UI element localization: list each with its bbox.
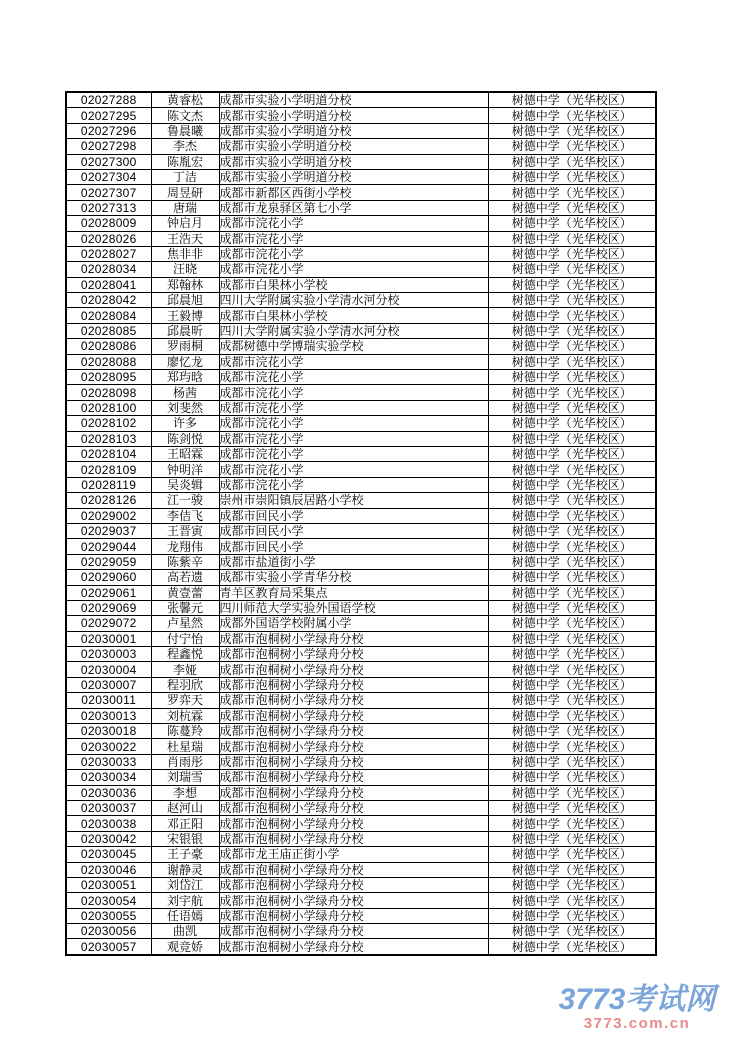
student-id-cell: 02028042 [66, 293, 151, 308]
admitted-school-cell: 树德中学（光华校区） [488, 816, 656, 831]
student-id-cell: 02028095 [66, 370, 151, 385]
student-name-cell: 杨茜 [151, 385, 219, 400]
student-name-cell: 郑翰林 [151, 277, 219, 292]
table-row [66, 754, 656, 769]
table-row [66, 508, 656, 523]
primary-school-cell: 成都市泡桐树小学绿舟分校 [219, 831, 488, 846]
student-id-cell: 02030034 [66, 770, 151, 785]
primary-school-cell: 四川大学附属实验小学清水河分校 [219, 323, 488, 338]
table-row [66, 908, 656, 923]
student-id-cell: 02029044 [66, 539, 151, 554]
table-row [66, 246, 656, 261]
admitted-school-cell: 树德中学（光华校区） [488, 708, 656, 723]
primary-school-cell: 成都市实验小学明道分校 [219, 169, 488, 184]
admitted-school-cell: 树德中学（光华校区） [488, 585, 656, 600]
student-name-cell: 谢静灵 [151, 862, 219, 877]
primary-school-cell: 成都市浣花小学 [219, 246, 488, 261]
student-name-cell: 陈文杰 [151, 108, 219, 123]
primary-school-cell: 崇州市崇阳镇辰居路小学校 [219, 493, 488, 508]
student-name-cell: 宋银银 [151, 831, 219, 846]
student-id-cell: 02030013 [66, 708, 151, 723]
admitted-school-cell: 树德中学（光华校区） [488, 785, 656, 800]
admitted-school-cell: 树德中学（光华校区） [488, 370, 656, 385]
student-name-cell: 郑玙晗 [151, 370, 219, 385]
student-id-cell: 02030001 [66, 631, 151, 646]
student-id-cell: 02030022 [66, 739, 151, 754]
watermark-site-name: 3773考试网 [558, 983, 716, 1016]
table-row [66, 400, 656, 415]
admitted-school-cell: 树德中学（光华校区） [488, 462, 656, 477]
primary-school-cell: 成都市实验小学明道分校 [219, 92, 488, 108]
student-name-cell: 王浩天 [151, 231, 219, 246]
admitted-school-cell: 树德中学（光华校区） [488, 231, 656, 246]
student-name-cell: 许多 [151, 416, 219, 431]
table-row [66, 139, 656, 154]
student-name-cell: 李佶飞 [151, 508, 219, 523]
primary-school-cell: 成都市浣花小学 [219, 462, 488, 477]
student-name-cell: 刘宇航 [151, 893, 219, 908]
admitted-school-cell: 树德中学（光华校区） [488, 600, 656, 615]
admitted-school-cell: 树德中学（光华校区） [488, 262, 656, 277]
student-id-cell: 02029060 [66, 570, 151, 585]
student-name-cell: 吴炎辑 [151, 477, 219, 492]
student-id-cell: 02029002 [66, 508, 151, 523]
table-row [66, 939, 656, 955]
primary-school-cell: 成都市泡桐树小学绿舟分校 [219, 631, 488, 646]
admitted-school-cell: 树德中学（光华校区） [488, 185, 656, 200]
admitted-school-cell: 树德中学（光华校区） [488, 277, 656, 292]
admitted-school-cell: 树德中学（光华校区） [488, 108, 656, 123]
table-row [66, 323, 656, 338]
admitted-school-cell: 树德中学（光华校区） [488, 800, 656, 815]
student-name-cell: 王子豪 [151, 847, 219, 862]
student-id-cell: 02028034 [66, 262, 151, 277]
admitted-school-cell: 树德中学（光华校区） [488, 662, 656, 677]
student-id-cell: 02028100 [66, 400, 151, 415]
primary-school-cell: 成都市泡桐树小学绿舟分校 [219, 877, 488, 892]
student-name-cell: 周昱研 [151, 185, 219, 200]
student-name-cell: 廖忆龙 [151, 354, 219, 369]
table-row [66, 446, 656, 461]
student-name-cell: 付宁怡 [151, 631, 219, 646]
student-id-cell: 02027298 [66, 139, 151, 154]
table-row [66, 816, 656, 831]
admitted-school-cell: 树德中学（光华校区） [488, 293, 656, 308]
admitted-school-cell: 树德中学（光华校区） [488, 123, 656, 138]
student-id-cell: 02030055 [66, 908, 151, 923]
student-name-cell: 邱晨昕 [151, 323, 219, 338]
table-row [66, 724, 656, 739]
student-id-cell: 02030038 [66, 816, 151, 831]
primary-school-cell: 成都市浣花小学 [219, 370, 488, 385]
student-id-cell: 02030045 [66, 847, 151, 862]
primary-school-cell: 成都市泡桐树小学绿舟分校 [219, 816, 488, 831]
student-name-cell: 鲁晨曦 [151, 123, 219, 138]
primary-school-cell: 成都市泡桐树小学绿舟分校 [219, 800, 488, 815]
student-id-cell: 02029069 [66, 600, 151, 615]
admitted-school-cell: 树德中学（光华校区） [488, 216, 656, 231]
student-name-cell: 观竞娇 [151, 939, 219, 955]
primary-school-cell: 成都市泡桐树小学绿舟分校 [219, 862, 488, 877]
primary-school-cell: 成都市泡桐树小学绿舟分校 [219, 785, 488, 800]
student-name-cell: 丁洁 [151, 169, 219, 184]
student-id-cell: 02030054 [66, 893, 151, 908]
student-name-cell: 李娅 [151, 662, 219, 677]
student-id-cell: 02027300 [66, 154, 151, 169]
student-name-cell: 杜星瑞 [151, 739, 219, 754]
table-row [66, 262, 656, 277]
student-id-cell: 02028085 [66, 323, 151, 338]
student-id-cell: 02028102 [66, 416, 151, 431]
primary-school-cell: 成都市泡桐树小学绿舟分校 [219, 739, 488, 754]
student-name-cell: 刘岱江 [151, 877, 219, 892]
admitted-school-cell: 树德中学（光华校区） [488, 354, 656, 369]
table-row [66, 847, 656, 862]
admitted-school-cell: 树德中学（光华校区） [488, 877, 656, 892]
admitted-school-cell: 树德中学（光华校区） [488, 893, 656, 908]
admitted-school-cell: 树德中学（光华校区） [488, 939, 656, 955]
student-name-cell: 邱晨旭 [151, 293, 219, 308]
student-name-cell: 汪晓 [151, 262, 219, 277]
student-name-cell: 王毅博 [151, 308, 219, 323]
table-row [66, 800, 656, 815]
student-name-cell: 李想 [151, 785, 219, 800]
table-row [66, 785, 656, 800]
admission-table [65, 91, 657, 956]
primary-school-cell: 成都市实验小学青华分校 [219, 570, 488, 585]
table-row [66, 92, 656, 108]
table-row [66, 862, 656, 877]
primary-school-cell: 成都市泡桐树小学绿舟分校 [219, 924, 488, 939]
admitted-school-cell: 树德中学（光华校区） [488, 523, 656, 538]
table-row [66, 370, 656, 385]
student-id-cell: 02028126 [66, 493, 151, 508]
table-row [66, 339, 656, 354]
table-row [66, 539, 656, 554]
student-id-cell: 02030051 [66, 877, 151, 892]
student-id-cell: 02030033 [66, 754, 151, 769]
primary-school-cell: 成都市实验小学明道分校 [219, 108, 488, 123]
admission-table-body [66, 92, 656, 955]
primary-school-cell: 成都市泡桐树小学绿舟分校 [219, 939, 488, 955]
admitted-school-cell: 树德中学（光华校区） [488, 400, 656, 415]
admitted-school-cell: 树德中学（光华校区） [488, 554, 656, 569]
student-name-cell: 钟启月 [151, 216, 219, 231]
admitted-school-cell: 树德中学（光华校区） [488, 924, 656, 939]
student-name-cell: 王昭霖 [151, 446, 219, 461]
admitted-school-cell: 树德中学（光华校区） [488, 154, 656, 169]
student-id-cell: 02028103 [66, 431, 151, 446]
student-name-cell: 张馨元 [151, 600, 219, 615]
table-row [66, 708, 656, 723]
table-row [66, 647, 656, 662]
watermark [542, 984, 732, 1032]
student-id-cell: 02030036 [66, 785, 151, 800]
primary-school-cell: 成都市浣花小学 [219, 216, 488, 231]
student-id-cell: 02030003 [66, 647, 151, 662]
student-id-cell: 02030037 [66, 800, 151, 815]
primary-school-cell: 成都市泡桐树小学绿舟分校 [219, 770, 488, 785]
primary-school-cell: 成都市回民小学 [219, 508, 488, 523]
table-row [66, 554, 656, 569]
student-id-cell: 02030057 [66, 939, 151, 955]
table-row [66, 385, 656, 400]
admitted-school-cell: 树德中学（光华校区） [488, 169, 656, 184]
admitted-school-cell: 树德中学（光华校区） [488, 493, 656, 508]
admitted-school-cell: 树德中学（光华校区） [488, 677, 656, 692]
admitted-school-cell: 树德中学（光华校区） [488, 477, 656, 492]
student-id-cell: 02028026 [66, 231, 151, 246]
student-id-cell: 02030018 [66, 724, 151, 739]
primary-school-cell: 成都市实验小学明道分校 [219, 154, 488, 169]
admitted-school-cell: 树德中学（光华校区） [488, 385, 656, 400]
student-id-cell: 02029037 [66, 523, 151, 538]
student-name-cell: 曲凯 [151, 924, 219, 939]
student-id-cell: 02027304 [66, 169, 151, 184]
table-row [66, 308, 656, 323]
admitted-school-cell: 树德中学（光华校区） [488, 308, 656, 323]
primary-school-cell: 成都市浣花小学 [219, 416, 488, 431]
student-name-cell: 焦非非 [151, 246, 219, 261]
primary-school-cell: 成都市泡桐树小学绿舟分校 [219, 724, 488, 739]
student-name-cell: 程鑫悦 [151, 647, 219, 662]
watermark-site-url: 3773.com.cn [583, 1015, 691, 1032]
student-name-cell: 陈剑悦 [151, 431, 219, 446]
primary-school-cell: 成都市浣花小学 [219, 431, 488, 446]
student-id-cell: 02030007 [66, 677, 151, 692]
student-name-cell: 邓正阳 [151, 816, 219, 831]
table-row [66, 739, 656, 754]
primary-school-cell: 成都市泡桐树小学绿舟分校 [219, 708, 488, 723]
student-name-cell: 任语嫣 [151, 908, 219, 923]
student-id-cell: 02028104 [66, 446, 151, 461]
student-name-cell: 唐瑞 [151, 200, 219, 215]
table-row [66, 108, 656, 123]
table-row [66, 616, 656, 631]
student-name-cell: 高若遗 [151, 570, 219, 585]
table-row [66, 770, 656, 785]
admitted-school-cell: 树德中学（光华校区） [488, 862, 656, 877]
student-id-cell: 02029059 [66, 554, 151, 569]
primary-school-cell: 成都市浣花小学 [219, 354, 488, 369]
student-name-cell: 肖雨彤 [151, 754, 219, 769]
primary-school-cell: 成都树德中学博瑞实验学校 [219, 339, 488, 354]
primary-school-cell: 成都市泡桐树小学绿舟分校 [219, 754, 488, 769]
student-name-cell: 赵河山 [151, 800, 219, 815]
student-id-cell: 02030042 [66, 831, 151, 846]
primary-school-cell: 成都市实验小学明道分校 [219, 139, 488, 154]
table-row [66, 231, 656, 246]
admitted-school-cell: 树德中学（光华校区） [488, 323, 656, 338]
table-row [66, 416, 656, 431]
primary-school-cell: 成都市盐道街小学 [219, 554, 488, 569]
admitted-school-cell: 树德中学（光华校区） [488, 847, 656, 862]
primary-school-cell: 成都市泡桐树小学绿舟分校 [219, 647, 488, 662]
student-id-cell: 02027295 [66, 108, 151, 123]
table-row [66, 677, 656, 692]
student-name-cell: 李杰 [151, 139, 219, 154]
admitted-school-cell: 树德中学（光华校区） [488, 693, 656, 708]
primary-school-cell: 成都市新都区西街小学校 [219, 185, 488, 200]
student-id-cell: 02028041 [66, 277, 151, 292]
student-name-cell: 程羽欣 [151, 677, 219, 692]
table-row [66, 893, 656, 908]
table-row [66, 216, 656, 231]
table-row [66, 631, 656, 646]
student-id-cell: 02028086 [66, 339, 151, 354]
table-row [66, 185, 656, 200]
student-id-cell: 02028119 [66, 477, 151, 492]
student-id-cell: 02028109 [66, 462, 151, 477]
table-row [66, 354, 656, 369]
admitted-school-cell: 树德中学（光华校区） [488, 908, 656, 923]
primary-school-cell: 成都外国语学校附属小学 [219, 616, 488, 631]
admitted-school-cell: 树德中学（光华校区） [488, 339, 656, 354]
primary-school-cell: 成都市白果林小学校 [219, 308, 488, 323]
admitted-school-cell: 树德中学（光华校区） [488, 570, 656, 585]
table-row [66, 431, 656, 446]
primary-school-cell: 成都市浣花小学 [219, 446, 488, 461]
primary-school-cell: 青羊区教育局采集点 [219, 585, 488, 600]
student-name-cell: 黄壹蕾 [151, 585, 219, 600]
student-id-cell: 02028088 [66, 354, 151, 369]
student-name-cell: 罗弈天 [151, 693, 219, 708]
table-row [66, 600, 656, 615]
admitted-school-cell: 树德中学（光华校区） [488, 754, 656, 769]
primary-school-cell: 成都市回民小学 [219, 539, 488, 554]
admitted-school-cell: 树德中学（光华校区） [488, 446, 656, 461]
primary-school-cell: 成都市白果林小学校 [219, 277, 488, 292]
admitted-school-cell: 树德中学（光华校区） [488, 616, 656, 631]
table-row [66, 200, 656, 215]
table-row [66, 477, 656, 492]
primary-school-cell: 成都市浣花小学 [219, 400, 488, 415]
table-row [66, 169, 656, 184]
table-row [66, 693, 656, 708]
student-name-cell: 钟明洋 [151, 462, 219, 477]
table-row [66, 662, 656, 677]
primary-school-cell: 成都市泡桐树小学绿舟分校 [219, 693, 488, 708]
table-row [66, 585, 656, 600]
table-row [66, 877, 656, 892]
admitted-school-cell: 树德中学（光华校区） [488, 770, 656, 785]
primary-school-cell: 四川大学附属实验小学清水河分校 [219, 293, 488, 308]
student-name-cell: 刘杭霖 [151, 708, 219, 723]
primary-school-cell: 四川师范大学实验外国语学校 [219, 600, 488, 615]
student-id-cell: 02029061 [66, 585, 151, 600]
student-name-cell: 卢星然 [151, 616, 219, 631]
student-name-cell: 刘斐然 [151, 400, 219, 415]
student-id-cell: 02030011 [66, 693, 151, 708]
student-name-cell: 龙翔伟 [151, 539, 219, 554]
student-name-cell: 江一骏 [151, 493, 219, 508]
admitted-school-cell: 树德中学（光华校区） [488, 724, 656, 739]
admitted-school-cell: 树德中学（光华校区） [488, 431, 656, 446]
table-row [66, 277, 656, 292]
student-id-cell: 02028027 [66, 246, 151, 261]
table-row [66, 154, 656, 169]
primary-school-cell: 成都市泡桐树小学绿舟分校 [219, 908, 488, 923]
student-name-cell: 王晋寅 [151, 523, 219, 538]
student-name-cell: 黄睿松 [151, 92, 219, 108]
table-row [66, 831, 656, 846]
student-name-cell: 陈蔓羚 [151, 724, 219, 739]
admitted-school-cell: 树德中学（光华校区） [488, 739, 656, 754]
admitted-school-cell: 树德中学（光华校区） [488, 831, 656, 846]
primary-school-cell: 成都市龙泉驿区第七小学 [219, 200, 488, 215]
primary-school-cell: 成都市泡桐树小学绿舟分校 [219, 662, 488, 677]
student-id-cell: 02028098 [66, 385, 151, 400]
student-id-cell: 02027307 [66, 185, 151, 200]
primary-school-cell: 成都市泡桐树小学绿舟分校 [219, 893, 488, 908]
student-id-cell: 02028009 [66, 216, 151, 231]
student-name-cell: 陈紫辛 [151, 554, 219, 569]
table-row [66, 924, 656, 939]
admitted-school-cell: 树德中学（光华校区） [488, 92, 656, 108]
admitted-school-cell: 树德中学（光华校区） [488, 539, 656, 554]
admitted-school-cell: 树德中学（光华校区） [488, 200, 656, 215]
admitted-school-cell: 树德中学（光华校区） [488, 416, 656, 431]
admitted-school-cell: 树德中学（光华校区） [488, 647, 656, 662]
primary-school-cell: 成都市龙王庙正街小学 [219, 847, 488, 862]
student-name-cell: 刘瑞雪 [151, 770, 219, 785]
student-id-cell: 02028084 [66, 308, 151, 323]
primary-school-cell: 成都市浣花小学 [219, 477, 488, 492]
student-id-cell: 02027288 [66, 92, 151, 108]
student-id-cell: 02027296 [66, 123, 151, 138]
admitted-school-cell: 树德中学（光华校区） [488, 246, 656, 261]
primary-school-cell: 成都市浣花小学 [219, 262, 488, 277]
table-row [66, 293, 656, 308]
primary-school-cell: 成都市浣花小学 [219, 385, 488, 400]
student-id-cell: 02030056 [66, 924, 151, 939]
primary-school-cell: 成都市浣花小学 [219, 231, 488, 246]
student-name-cell: 陈胤宏 [151, 154, 219, 169]
primary-school-cell: 成都市泡桐树小学绿舟分校 [219, 677, 488, 692]
admitted-school-cell: 树德中学（光华校区） [488, 631, 656, 646]
student-id-cell: 02030046 [66, 862, 151, 877]
primary-school-cell: 成都市回民小学 [219, 523, 488, 538]
table-row [66, 493, 656, 508]
student-id-cell: 02029072 [66, 616, 151, 631]
table-row [66, 523, 656, 538]
table-row [66, 462, 656, 477]
admitted-school-cell: 树德中学（光华校区） [488, 508, 656, 523]
student-id-cell: 02027313 [66, 200, 151, 215]
table-row [66, 570, 656, 585]
table-row [66, 123, 656, 138]
student-id-cell: 02030004 [66, 662, 151, 677]
admitted-school-cell: 树德中学（光华校区） [488, 139, 656, 154]
student-name-cell: 罗雨桐 [151, 339, 219, 354]
primary-school-cell: 成都市实验小学明道分校 [219, 123, 488, 138]
